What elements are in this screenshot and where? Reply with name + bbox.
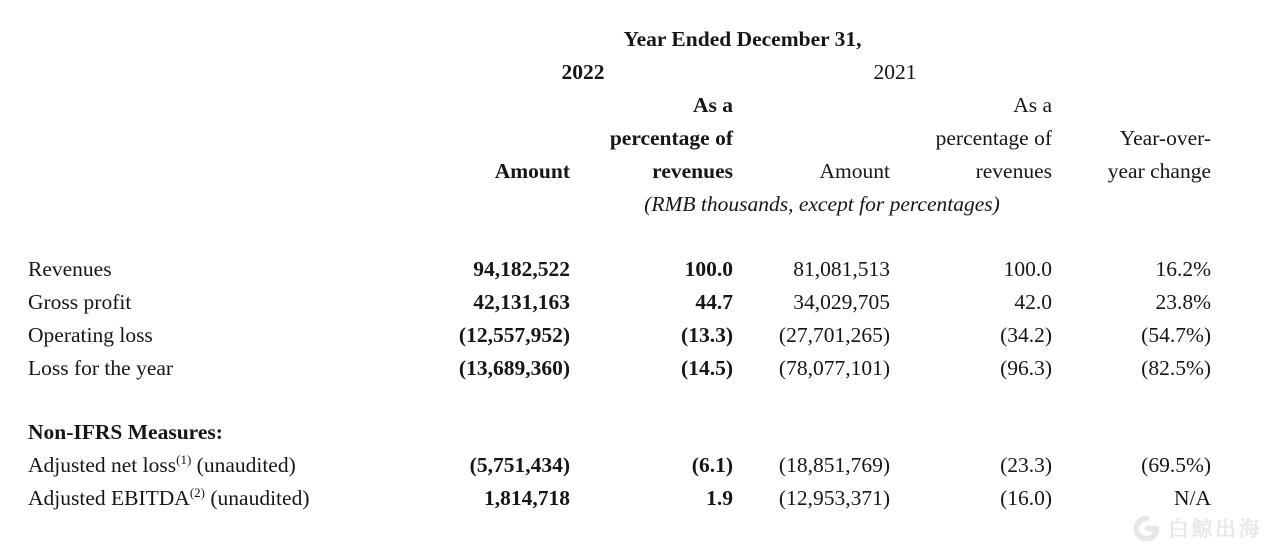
row-label [28, 449, 433, 482]
year-2021-header: 2021 [873, 60, 917, 84]
row-label-text: Adjusted EBITDA [28, 486, 190, 510]
pct-2021-cell: (23.3) [1000, 453, 1053, 477]
amount-2021-cell: (18,851,769) [778, 453, 890, 477]
amount-header-2021: Amount [819, 159, 890, 183]
pct-2022-cell: (13.3) [681, 322, 733, 347]
row-label-suffix: (unaudited) [196, 453, 296, 477]
yoy-cell: 16.2% [1155, 256, 1212, 281]
pct-header-2022-line3: revenues [652, 159, 733, 183]
table-row-revenues [28, 253, 1216, 286]
year-header-row [28, 56, 1216, 89]
empty-cell [28, 23, 433, 56]
watermark-logo-icon [1133, 515, 1160, 542]
row-label: Gross profit [28, 289, 132, 314]
amount-2021-cell: (12,953,371) [778, 486, 890, 510]
row-label: Operating loss [28, 322, 153, 347]
table-title-row [28, 23, 1216, 56]
amount-2022-cell: 1,814,718 [484, 486, 570, 510]
pct-2021-cell: (34.2) [1000, 322, 1053, 347]
pct-2021-cell: 100.0 [1003, 256, 1053, 281]
empty-cell [738, 89, 895, 122]
pct-2021-cell: 42.0 [1014, 289, 1053, 314]
row-label: Revenues [28, 256, 112, 281]
header-row-as-a [28, 89, 1216, 122]
yoy-cell: (54.7%) [1141, 322, 1212, 347]
amount-2022-cell: 94,182,522 [473, 256, 570, 281]
amount-header-2022: Amount [494, 159, 570, 183]
empty-cell [1057, 89, 1216, 122]
pct-header-2022-line2: percentage of [609, 126, 733, 150]
empty-cell [433, 89, 575, 122]
row-label: Loss for the year [28, 355, 174, 380]
amount-2021-cell: 81,081,513 [793, 256, 890, 281]
empty-cell [28, 188, 433, 221]
empty-cell [1057, 56, 1216, 89]
empty-cell [433, 416, 575, 449]
yoy-cell: (82.5%) [1141, 355, 1212, 380]
table-row-loss-for-the-year [28, 352, 1216, 385]
amount-2021-cell: (78,077,101) [778, 355, 890, 380]
footnote-marker: (2) [189, 484, 205, 500]
table-row-gross-profit [28, 286, 1216, 319]
amount-2022-cell: (13,689,360) [458, 355, 570, 380]
amount-2021-cell: 34,029,705 [793, 289, 890, 314]
section-header: Non-IFRS Measures: [28, 420, 223, 444]
yoy-cell: (69.5%) [1141, 453, 1212, 477]
header-row-amount-revenues [28, 155, 1216, 188]
empty-cell [433, 122, 575, 155]
pct-2021-cell: (96.3) [1000, 355, 1053, 380]
pct-header-2022-line1: As a [692, 93, 733, 117]
amount-2022-cell: 42,131,163 [473, 289, 570, 314]
pct-2022-cell: 1.9 [706, 486, 733, 510]
yoy-cell: N/A [1173, 486, 1212, 510]
year-2022-header: 2022 [561, 60, 605, 84]
pct-header-2021-line3: revenues [975, 159, 1053, 183]
empty-cell [28, 89, 433, 122]
row-label-text: Adjusted net loss [28, 453, 177, 477]
section-header-row [28, 416, 1216, 449]
empty-cell [738, 122, 895, 155]
spacer-row [28, 221, 1216, 253]
empty-cell [28, 155, 433, 188]
amount-2022-cell: (5,751,434) [469, 453, 570, 477]
empty-cell [1057, 23, 1216, 56]
row-label-suffix: (unaudited) [210, 486, 310, 510]
unit-note: (RMB thousands, except for percentages) [644, 192, 1000, 216]
pct-2022-cell: (14.5) [681, 355, 733, 380]
pct-2021-cell: (16.0) [1000, 486, 1053, 510]
pct-2022-cell: 44.7 [695, 289, 733, 314]
yoy-header-line1: Year-over- [1119, 126, 1212, 150]
table-row-adjusted-net-loss [28, 449, 1216, 482]
empty-cell [895, 416, 1057, 449]
footnote-marker: (1) [176, 451, 192, 467]
yoy-header-line2: year change [1107, 159, 1212, 183]
financial-results-table [28, 23, 1216, 515]
empty-cell [738, 416, 895, 449]
amount-2022-cell: (12,557,952) [458, 322, 570, 347]
empty-cell [28, 56, 433, 89]
amount-2021-cell: (27,701,265) [778, 322, 890, 347]
table-row-adjusted-ebitda [28, 482, 1216, 515]
spacer-row [28, 385, 1216, 417]
row-label [28, 482, 433, 515]
header-row-percentage-of [28, 122, 1216, 155]
watermark-text: 白鲸出海 [1168, 518, 1262, 541]
yoy-cell: 23.8% [1155, 289, 1212, 314]
empty-cell [1057, 416, 1216, 449]
table-title: Year Ended December 31, [623, 27, 862, 51]
table-row-operating-loss [28, 319, 1216, 352]
pct-header-2021-line1: As a [1013, 93, 1053, 117]
pct-2022-cell: 100.0 [684, 256, 733, 281]
empty-cell [28, 122, 433, 155]
watermark [1133, 513, 1262, 543]
unit-note-row [28, 188, 1216, 221]
pct-2022-cell: (6.1) [691, 453, 733, 477]
pct-header-2021-line2: percentage of [935, 126, 1053, 150]
empty-cell [575, 416, 738, 449]
